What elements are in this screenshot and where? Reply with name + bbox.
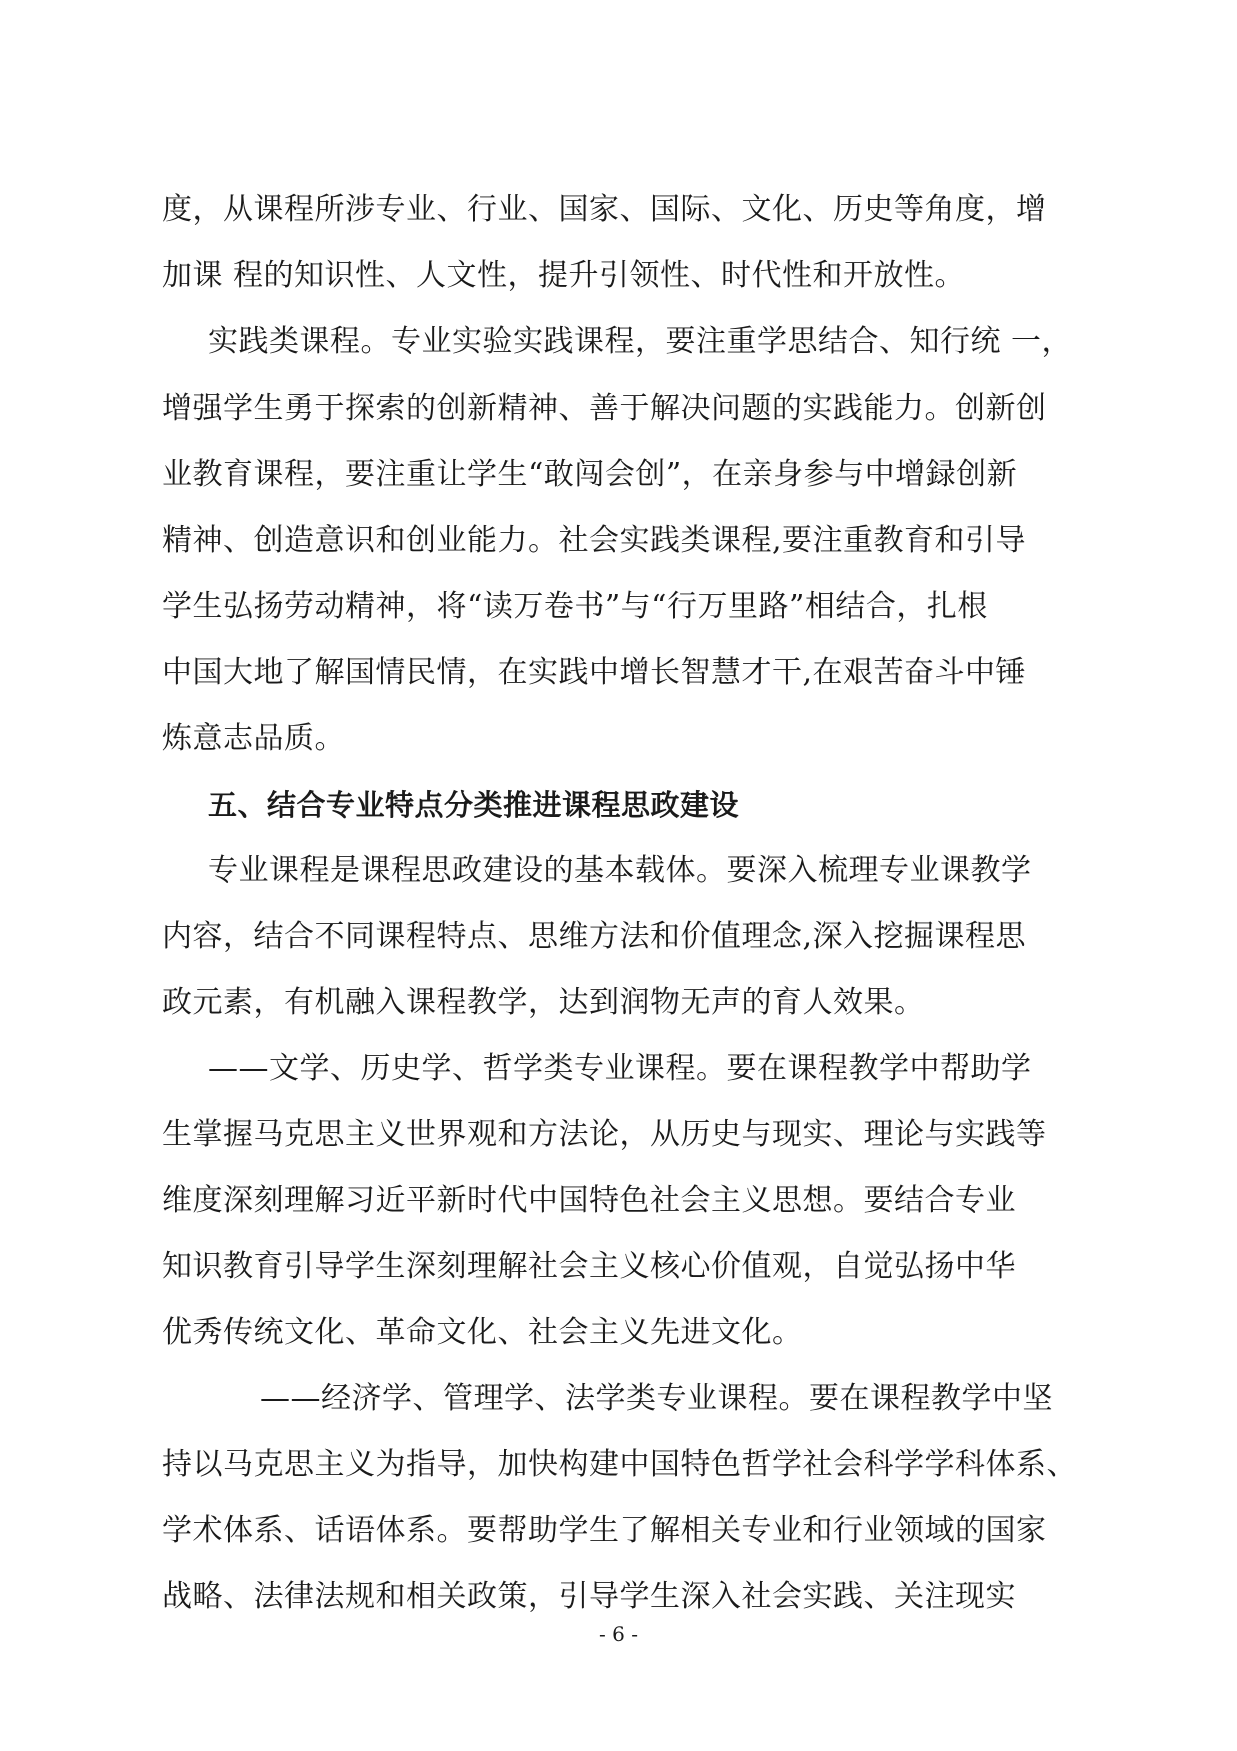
text-line: 内容，结合不同课程特点、思维方法和价值理念,深入挖掘课程思 — [162, 919, 1027, 954]
text-line: 实践类课程。专业实验实践课程，要注重学思结合、知行统 一， — [208, 324, 1073, 359]
text-line: 精神、创造意识和创业能力。社会实践类课程,要注重教育和引导 — [162, 523, 1027, 558]
text-line: 中国大地了解国情民情，在实践中增长智慧才干,在艰苦奋斗中锤 — [162, 655, 1027, 690]
text-line: 政元素，有机融入课程教学，达到润物无声的育人效果。 — [162, 985, 925, 1020]
text-line: 知识教育引导学生深刻理解社会主义核心价值观，自觉弘扬中华 — [162, 1249, 1016, 1284]
text-line: 加课 程的知识性、人文性，提升引领性、时代性和开放性。 — [162, 258, 966, 293]
page-number: - 6 - — [599, 1622, 638, 1646]
text-line: 增强学生勇于探索的创新精神、善于解决问题的实践能力。创新创 — [162, 391, 1047, 426]
text-line: 优秀传统文化、革命文化、社会主义先进文化。 — [162, 1315, 803, 1350]
text-line: 学生弘扬劳动精神，将“读万卷书”与“行万里路”相结合，扎根 — [162, 589, 988, 624]
text-line: 生掌握马克思主义世界观和方法论，从历史与现实、理论与实践等 — [162, 1117, 1047, 1152]
section-heading: 五、结合专业特点分类推进课程思政建设 — [208, 788, 740, 822]
text-line: 专业课程是课程思政建设的基本载体。要深入梳理专业课教学 — [208, 853, 1032, 888]
text-line: 炼意志品质。 — [162, 721, 345, 756]
text-line: ——文学、历史学、哲学类专业课程。要在课程教学中帮助学 — [208, 1051, 1032, 1086]
text-line: ——经济学、管理学、法学类专业课程。要在课程教学中坚 — [260, 1381, 1053, 1416]
text-line: 业教育课程，要注重让学生“敢闯会创”，在亲身参与中增録创新 — [162, 457, 1018, 492]
text-line: 战略、法律法规和相关政策，引导学生深入社会实践、关注现实 — [162, 1579, 1016, 1614]
text-line: 持以马克思主义为指导，加快构建中国特色哲学社会科学学科体系、 — [162, 1447, 1077, 1482]
text-line: 度，从课程所涉专业、行业、国家、国际、文化、历史等角度，增 — [162, 192, 1047, 227]
text-line: 维度深刻理解习近平新时代中国特色社会主义思想。要结合专业 — [162, 1183, 1016, 1218]
text-line: 学术体系、话语体系。要帮助学生了解相关专业和行业领域的国家 — [162, 1513, 1047, 1548]
